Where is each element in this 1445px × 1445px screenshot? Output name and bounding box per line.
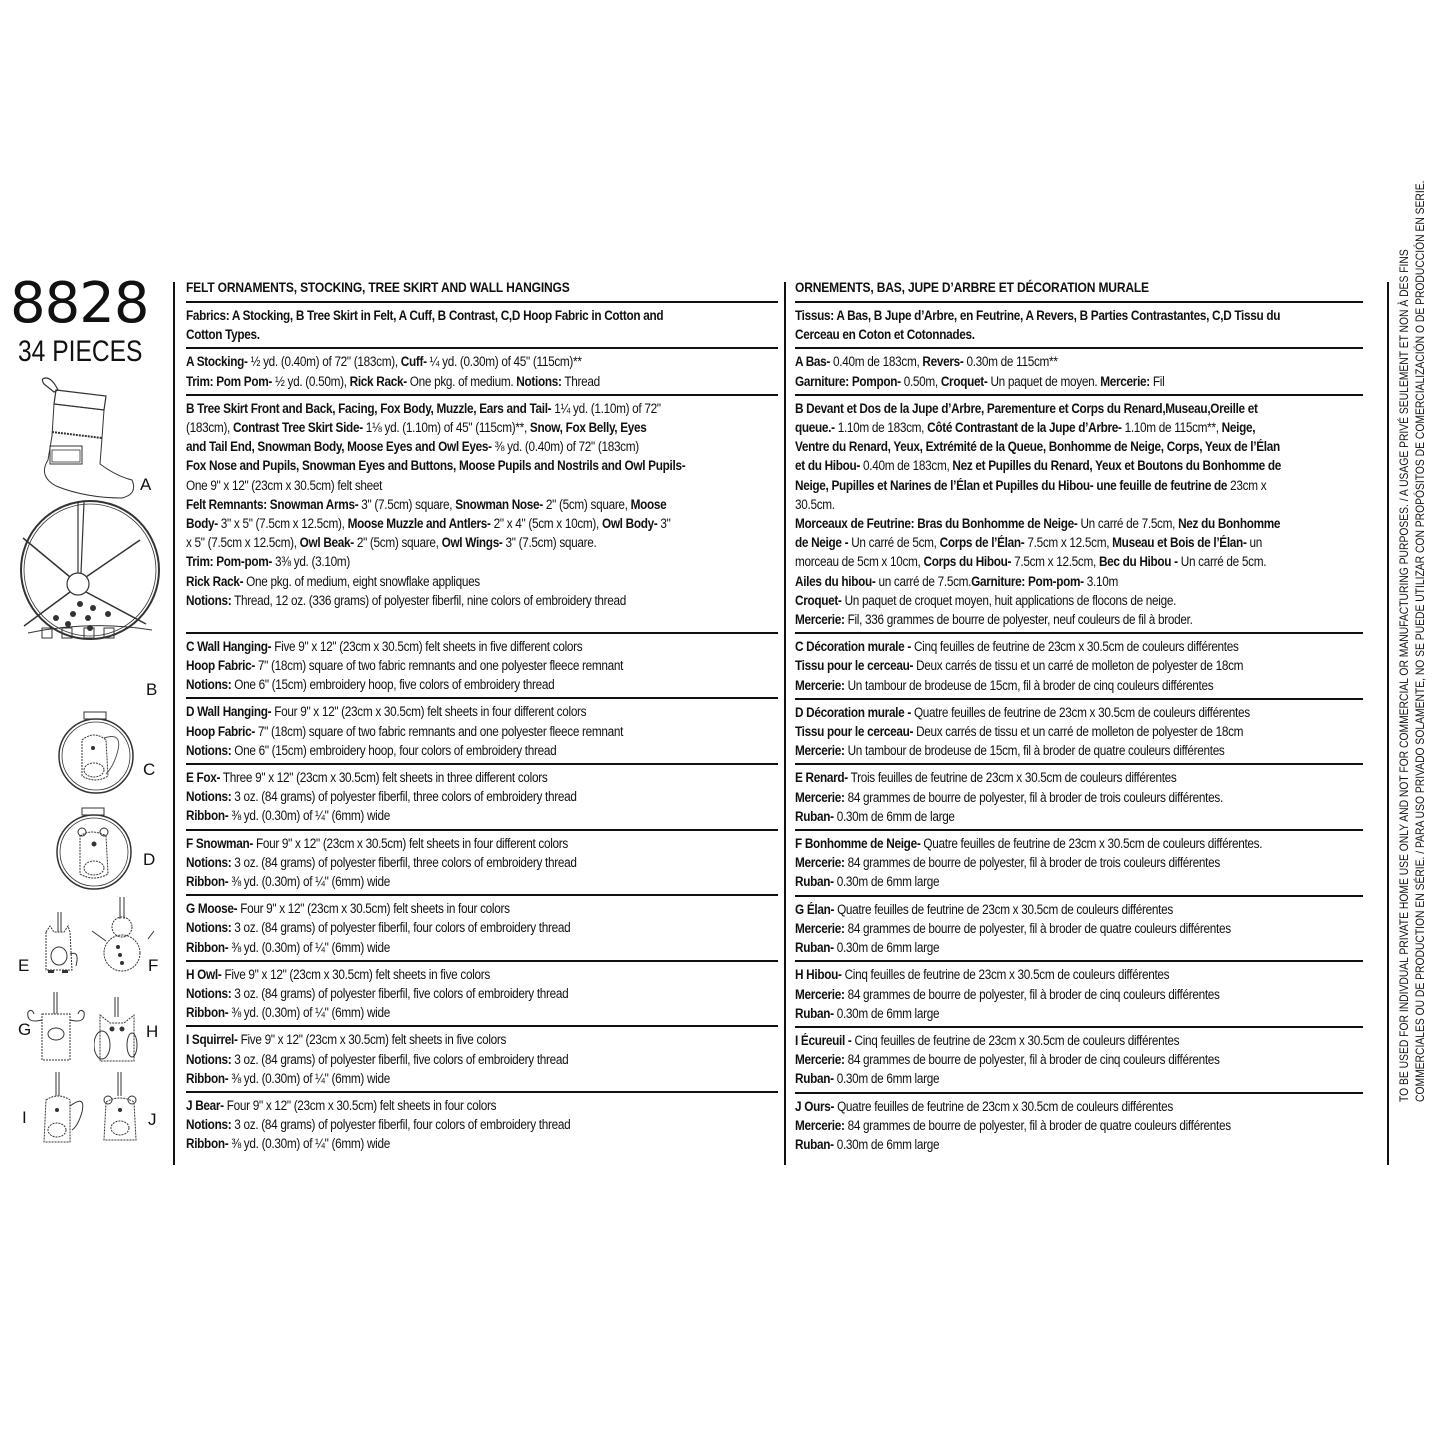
requirement-line [795,1069,1295,1088]
requirement-line [795,656,1295,675]
value: 84 grammes de bourre de polyester, fil à broder de quatre couleurs différentes [844,920,1231,936]
value: 0.30m de 6mm de large [833,808,955,824]
value: Four 9" x 12" (23cm x 30.5cm) felt sheets in four colors [237,901,510,917]
value: 3 oz. (84 grams) of polyester fiberfil, five colors of embroidery thread [231,1051,569,1067]
value: Five 9" x 12" (23cm x 30.5cm) felt sheets in five colors [237,1032,507,1048]
view-label-c: C [143,760,156,779]
label: Ribbon- [186,1136,229,1152]
bear-ornament-illustration [100,1070,140,1146]
label: Owl Beak- [299,535,354,551]
column-divider-right [1387,282,1389,1165]
label: Tissu pour le cerceau- [795,658,914,674]
value: 1.10m de 183cm, [834,420,928,436]
value: 0.50m, [900,373,941,389]
value: 23cm x [1227,477,1267,493]
requirement-line [795,741,1295,760]
requirement-line [186,899,707,918]
label: Mercerie: [795,920,845,936]
requirement-line [186,656,707,675]
value: ½ yd. (0.40m) of 72" (183cm), [247,354,401,370]
label: Fox Nose and Pupils, Snowman Eyes and Buttons, Moose Pupils and Nostrils and Owl Pupils- [186,458,686,474]
requirement-line [186,637,707,656]
label: Bec du Hibou - [1098,554,1178,570]
label: Ruban- [795,1071,834,1087]
pattern-sidebar [0,270,172,1165]
label: Ruban- [795,1136,834,1152]
vue-b-requirements [795,394,1363,632]
requirement-line [186,702,707,721]
view-item-section [186,894,778,960]
value: 3" (7.5cm) square. [502,535,597,551]
value: 2" (5cm) square, [353,535,442,551]
requirement-line [186,787,707,806]
view-item-section [186,829,778,895]
view-item-section [186,1091,778,1157]
value: 2" (5cm) square, [542,496,631,512]
label: Ribbon- [186,1070,229,1086]
view-label-b: B [146,680,158,699]
view-label-d: D [143,850,156,869]
value: Four 9" x 12" (23cm x 30.5cm) felt sheets in four different colors [271,704,587,720]
label: Mercerie: [795,855,845,871]
value: 1⅛ yd. (1.10m) of 45" (115cm)**, [362,420,530,436]
value: 0.30m de 6mm large [833,1136,940,1152]
requirement-line [795,768,1295,787]
value: 84 grammes de bourre de polyester, fil à broder de quatre couleurs différentes [844,1117,1231,1133]
label: J Ours- [795,1098,835,1114]
view-item-section [795,960,1363,1026]
piece-count: 34 PIECES [18,335,143,368]
english-view-items [186,632,778,1157]
value: 1.10m de 115cm**, [1121,420,1222,436]
requirement-line [186,1115,707,1134]
label: Notions: [186,1051,232,1067]
label: G Élan- [795,901,835,917]
english-requirements-column [186,275,778,1157]
english-title: FELT ORNAMENTS, STOCKING, TREE SKIRT AND WALL HANGINGS [186,279,570,295]
label: Rick Rack- [349,373,407,389]
value: One 9" x 12" (23cm x 30.5cm) felt sheet [186,477,383,493]
requirement-line [186,1134,707,1153]
disclaimer-line-2: COMMERCIALES OU DE PRODUCTION EN SÉRIE. / PARA USO PRIVADO SOLAMENTE, NO SE PUEDE UTILIZAR CON PROPÓSITOS DE COMERCIALIZACIÓN O DE PRODUCCIÓN EN SERIE. [1413,180,1427,1102]
label: Trim: Pom-pom- [186,554,273,570]
vue-a-requirements [795,347,1363,393]
value: Thread [561,373,600,389]
label: H Hibou- [795,967,842,983]
pattern-number: 8828 [10,271,149,336]
value: Four 9" x 12" (23cm x 30.5cm) felt sheets in four colors [223,1098,497,1114]
label: Ribbon- [186,1005,229,1021]
tree-skirt-illustration [18,498,162,642]
label: Notions: [186,742,232,758]
label: Croquet- [940,373,988,389]
requirement-line [186,741,707,760]
label: Body- [186,516,218,532]
value: 3" x 5" (7.5cm x 12.5cm), [217,516,348,532]
label: Tissu pour le cerceau- [795,724,914,740]
label: Contrast Tree Skirt Side- [232,420,363,436]
label: Corps du Hibou- [923,554,1012,570]
value: 3 oz. (84 grams) of polyester fiberfil, three colors of embroidery thread [231,789,577,805]
value: (183cm), [186,420,233,436]
label: Notions: [516,373,562,389]
value: Un carré de 5cm. [1177,554,1267,570]
label: Croquet- [795,592,842,608]
value: 7.5cm x 12.5cm, [1024,535,1113,551]
value: 30.5cm. [795,496,835,512]
french-title: ORNEMENTS, BAS, JUPE D’ARBRE ET DÉCORATION MURALE [795,279,1149,295]
requirement-line [186,834,707,853]
requirement-line [795,985,1295,1004]
requirement-line [795,853,1295,872]
value: 7" (18cm) square of two fabric remnants and one polyester fleece remnant [254,658,624,674]
label: Owl Body- [601,516,658,532]
view-item-section [186,763,778,829]
value: 0.30m de 6mm large [833,1005,940,1021]
label: E Fox- [186,770,221,786]
value: Five 9" x 12" (23cm x 30.5cm) felt sheets in five different colors [271,638,583,654]
value: 84 grammes de bourre de polyester, fil à broder de trois couleurs différentes. [844,789,1223,805]
requirement-line [795,938,1295,957]
label: Ribbon- [186,939,229,955]
view-label-f: F [148,956,159,975]
view-item-section [795,698,1363,764]
label: Mercerie: [795,986,845,1002]
requirement-line [795,872,1295,891]
label: Trim: Pom Pom- [186,373,273,389]
value: Un carré de 5cm, [848,535,940,551]
label: H Owl- [186,966,222,982]
value: un [1246,535,1263,551]
value: Fil, 336 grammes de bourre de polyester, neuf couleurs de fil à broder. [844,612,1193,628]
label: Ruban- [795,1005,834,1021]
label: Garniture: Pom-pom- [971,573,1084,589]
value: 84 grammes de bourre de polyester, fil à broder de cinq couleurs différentes [844,1052,1220,1068]
fox-ornament-illustration [40,910,80,980]
view-label-i: I [22,1108,27,1127]
label: and Tail End, Snowman Body, Moose Eyes and Owl Eyes- [186,439,492,455]
owl-ornament-illustration [94,995,140,1065]
label: A Stocking- [186,354,248,370]
stocking-illustration [36,376,136,502]
value: Un paquet de croquet moyen, huit applications de flocons de neige. [841,592,1177,608]
value: 3 oz. (84 grams) of polyester fiberfil, four colors of embroidery thread [231,920,571,936]
label: Ruban- [795,940,834,956]
value: 0.40m de 183cm, [860,458,953,474]
wall-hanging-squirrel-illustration [56,710,136,794]
requirement-line [795,807,1295,826]
view-item-section [795,829,1363,895]
value: 2" x 4" (5cm x 10cm), [490,516,602,532]
label: Notions: [186,1117,232,1133]
requirement-line [186,1096,707,1115]
value: Four 9" x 12" (23cm x 30.5cm) felt sheets in four different colors [252,835,568,851]
value: ½ yd. (0.50m), [272,373,350,389]
usage-disclaimer [1396,180,1440,1165]
label: D Décoration murale - [795,704,911,720]
requirement-line [795,1116,1295,1135]
label: Mercerie: [795,677,845,693]
value: 3 oz. (84 grams) of polyester fiberfil, three colors of embroidery thread [231,854,577,870]
requirement-line [186,853,707,872]
view-b-requirements [186,394,778,632]
requirement-line [795,900,1295,919]
label: Notions: [186,986,232,1002]
label: Snowman Nose- [455,496,543,512]
disclaimer-line-1: TO BE USED FOR INDIVDUAL PRIVATE HOME USE ONLY AND NOT FOR COMMERCIAL OR MANUFACTURING PURPOSES. / A USAGE PRIVÉ SEULEMENT ET NON À DES FINS [1397,249,1411,1102]
view-item-section [186,632,778,698]
tissus-section [795,301,1363,347]
label: Corps de l’Élan- [939,535,1025,551]
column-divider-left [173,282,175,1165]
label: de Neige - [795,535,849,551]
label: D Wall Hanging- [186,704,272,720]
requirement-line [795,1050,1295,1069]
requirement-line [795,1031,1295,1050]
requirement-line [795,788,1295,807]
value: ⅜ yd. (0.30m) of ¼" (6mm) wide [228,1070,390,1086]
value: morceau de 5cm x 10cm, [795,554,924,570]
view-a-requirements [186,347,778,393]
label: queue.- [795,420,835,436]
label: Notions: [186,789,232,805]
requirement-line [186,675,707,694]
label: F Snowman- [186,835,253,851]
value: Quatre feuilles de feutrine de 23cm x 30.5cm de couleurs différentes [834,901,1173,917]
label: Mercerie: [795,789,845,805]
label: Mercerie: [795,743,845,759]
value: Five 9" x 12" (23cm x 30.5cm) felt sheets in five colors [221,966,490,982]
snowman-ornament-illustration [90,895,159,979]
label: I Squirrel- [186,1032,238,1048]
requirement-line [186,1050,707,1069]
label: C Décoration murale - [795,639,911,655]
value: ⅜ yd. (0.30m) of ¼" (6mm) wide [228,939,390,955]
requirement-line [795,919,1295,938]
value: 3 oz. (84 grams) of polyester fiberfil, four colors of embroidery thread [231,1117,571,1133]
label: Ribbon- [186,808,229,824]
fabrics-section [186,301,778,347]
value: Trois feuilles de feutrine de 23cm x 30.5cm de couleurs différentes [847,770,1177,786]
value: 0.30m de 6mm large [833,940,940,956]
view-label-j: J [148,1110,157,1129]
requirement-line [186,965,707,984]
label: J Bear- [186,1098,224,1114]
value: Cinq feuilles de feutrine de 23cm x 30.5cm de couleurs différentes [851,1032,1180,1048]
label: Ventre du Renard, Yeux, Extrémité de la Queue, Bonhomme de Neige, Corps, Yeux de l’Élan [795,439,1280,455]
value: ⅜ yd. (0.30m) of ¼" (6mm) wide [228,1136,390,1152]
requirement-line [795,834,1295,853]
value: Quatre feuilles de feutrine de 23cm x 30.5cm de couleurs différentes [834,1098,1173,1114]
label: Snow, Fox Belly, Eyes [529,420,647,436]
label: Rick Rack- [186,573,244,589]
requirement-line [795,1004,1295,1023]
label: Notions: [186,592,232,608]
label: Hoop Fabric- [186,658,255,674]
requirement-line [795,722,1295,741]
requirement-line [795,703,1295,722]
value: 3.10m [1083,573,1118,589]
view-item-section [186,697,778,763]
view-label-e: E [18,956,30,975]
value: One 6" (15cm) embroidery hoop, four colors of embroidery thread [231,742,557,758]
view-item-section [186,960,778,1026]
value: One pkg. of medium, eight snowflake appliques [243,573,480,589]
fabrics-line-2: Cotton Types. [186,327,260,343]
value: Un paquet de moyen. [987,373,1101,389]
value: 84 grammes de bourre de polyester, fil à broder de cinq couleurs différentes [844,986,1220,1002]
label: Nez du Bonhomme [1178,516,1281,532]
requirement-line [795,637,1295,656]
requirement-line [186,768,707,787]
value: 3⅜ yd. (3.10m) [272,554,350,570]
label: E Renard- [795,770,848,786]
label: Ailes du hibou- [795,573,876,589]
value: 7.5cm x 12.5cm, [1011,554,1099,570]
label: Nez et Pupilles du Renard, Yeux et Boutons du Bonhomme de [952,458,1282,474]
value: 0.30m de 6mm large [833,874,940,890]
label: Morceaux de Feutrine: Bras du Bonhomme de Neige- [795,516,1078,532]
value: 1¼ yd. (1.10m) of 72" [551,400,661,416]
requirement-line [795,1097,1295,1116]
squirrel-ornament-illustration [38,1070,88,1146]
label: Côté Contrastant de la Jupe d’Arbre- [927,420,1122,436]
requirement-line [186,918,707,937]
label: Ruban- [795,808,834,824]
requirement-line [795,1135,1295,1154]
value: 0.30m de 115cm** [963,354,1058,370]
label: Museau et Bois de l’Élan- [1112,535,1247,551]
label: Hoop Fabric- [186,723,255,739]
tissus-line-2: Cerceau en Coton et Cotonnades. [795,327,975,343]
value: Three 9" x 12" (23cm x 30.5cm) felt sheets in three different colors [220,770,548,786]
label: B Tree Skirt Front and Back, Facing, Fox Body, Muzzle, Ears and Tail- [186,400,552,416]
wall-hanging-bear-illustration [54,806,134,890]
label: Revers- [922,354,964,370]
value: Thread, 12 oz. (336 grams) of polyester fiberfil, nine colors of embroidery thread [231,592,627,608]
value: 84 grammes de bourre de polyester, fil à broder de trois couleurs différentes [844,855,1220,871]
label: Notions: [186,920,232,936]
label: I Écureuil - [795,1032,852,1048]
value: One 6" (15cm) embroidery hoop, five colors of embroidery thread [231,677,555,693]
label: C Wall Hanging- [186,638,272,654]
french-view-items [795,632,1363,1157]
value: 3" (7.5cm) square, [358,496,456,512]
label: Moose [630,496,667,512]
label: Cuff- [400,354,427,370]
view-label-h: H [146,1022,159,1041]
value: ⅜ yd. (0.30m) of ¼" (6mm) wide [228,874,390,890]
value: ⅜ yd. (0.40m) of 72" (183cm) [491,439,639,455]
fabrics-line-1: Fabrics: A Stocking, B Tree Skirt in Felt, A Cuff, B Contrast, C,D Hoop Fabric in Cotton and [186,308,664,323]
label: Notions: [186,677,232,693]
value: Cinq feuilles de feutrine de 23cm x 30.5cm de couleurs différentes [841,967,1170,983]
requirement-line [186,984,707,1003]
requirement-line [795,965,1295,984]
view-label-a: A [140,475,152,494]
value: un carré de 7.5cm. [875,573,972,589]
column-divider-middle [784,282,786,1165]
view-item-section [795,1092,1363,1158]
label: B Devant et Dos de la Jupe d’Arbre, Parementure et Corps du Renard,Museau,Oreille et [795,400,1258,416]
requirement-line [186,1030,707,1049]
value: Quatre feuilles de feutrine de 23cm x 30.5cm de couleurs différentes. [920,836,1263,852]
label: A Bas- [795,354,831,370]
tissus-line-1: Tissus: A Bas, B Jupe d’Arbre, en Feutrine, A Revers, B Parties Contrastantes, C,D Tissu du [795,308,1281,323]
view-item-section [186,1025,778,1091]
label: Ruban- [795,874,834,890]
requirement-line [186,722,707,741]
requirement-line [186,1069,707,1088]
value: Quatre feuilles de feutrine de 23cm x 30.5cm de couleurs différentes [910,704,1250,720]
value: 0.40m de 183cm, [830,354,923,370]
label: Ribbon- [186,874,229,890]
value: Deux carrés de tissu et un carré de molleton de polyester de 18cm [913,658,1244,674]
label: et du Hibou- [795,458,861,474]
requirement-line [186,938,707,957]
value: Un tambour de brodeuse de 15cm, fil à broder de cinq couleurs différentes [844,677,1214,693]
label: Neige, [1221,420,1256,436]
value: Deux carrés de tissu et un carré de molleton de polyester de 18cm [913,724,1244,740]
label: Neige, Pupilles et Narines de l’Élan et Pupilles du Hibou- une feuille de feutrine de [795,477,1228,493]
requirement-line [795,676,1295,695]
value: 3 oz. (84 grams) of polyester fiberfil, five colors of embroidery thread [231,986,569,1002]
view-item-section [795,763,1363,829]
moose-ornament-illustration [24,990,88,1064]
value: ¼ yd. (0.30m) of 45" (115cm)** [426,354,582,370]
french-requirements-column [795,275,1363,1157]
value: x 5" (7.5cm x 12.5cm), [186,535,300,551]
value: 3" [657,516,671,532]
label: Mercerie: [1100,373,1150,389]
view-item-section [795,1026,1363,1092]
requirement-line [186,872,707,891]
label: Notions: [186,854,232,870]
view-item-section [795,632,1363,698]
value: ⅜ yd. (0.30m) of ¼" (6mm) wide [228,808,390,824]
value: 0.30m de 6mm large [833,1071,940,1087]
label: Mercerie: [795,1052,845,1068]
value: Cinq feuilles de feutrine de 23cm x 30.5cm de couleurs différentes [910,639,1239,655]
requirement-line [186,806,707,825]
value: Un tambour de brodeuse de 15cm, fil à broder de quatre couleurs différentes [844,743,1225,759]
value: ⅜ yd. (0.30m) of ¼" (6mm) wide [228,1005,390,1021]
label: Garniture: Pompon- [795,373,901,389]
label: Owl Wings- [441,535,503,551]
label: Moose Muzzle and Antlers- [347,516,491,532]
value: 7" (18cm) square of two fabric remnants and one polyester fleece remnant [254,723,624,739]
label: G Moose- [186,901,238,917]
value: One pkg. of medium. [406,373,517,389]
label: Mercerie: [795,1117,845,1133]
label: F Bonhomme de Neige- [795,836,921,852]
value: Fil [1149,373,1165,389]
label: Mercerie: [795,612,845,628]
view-item-section [795,895,1363,961]
view-label-g: G [18,1020,32,1039]
value: Un carré de 7.5cm, [1077,516,1179,532]
label: Felt Remnants: Snowman Arms- [186,496,359,512]
requirement-line [186,1003,707,1022]
